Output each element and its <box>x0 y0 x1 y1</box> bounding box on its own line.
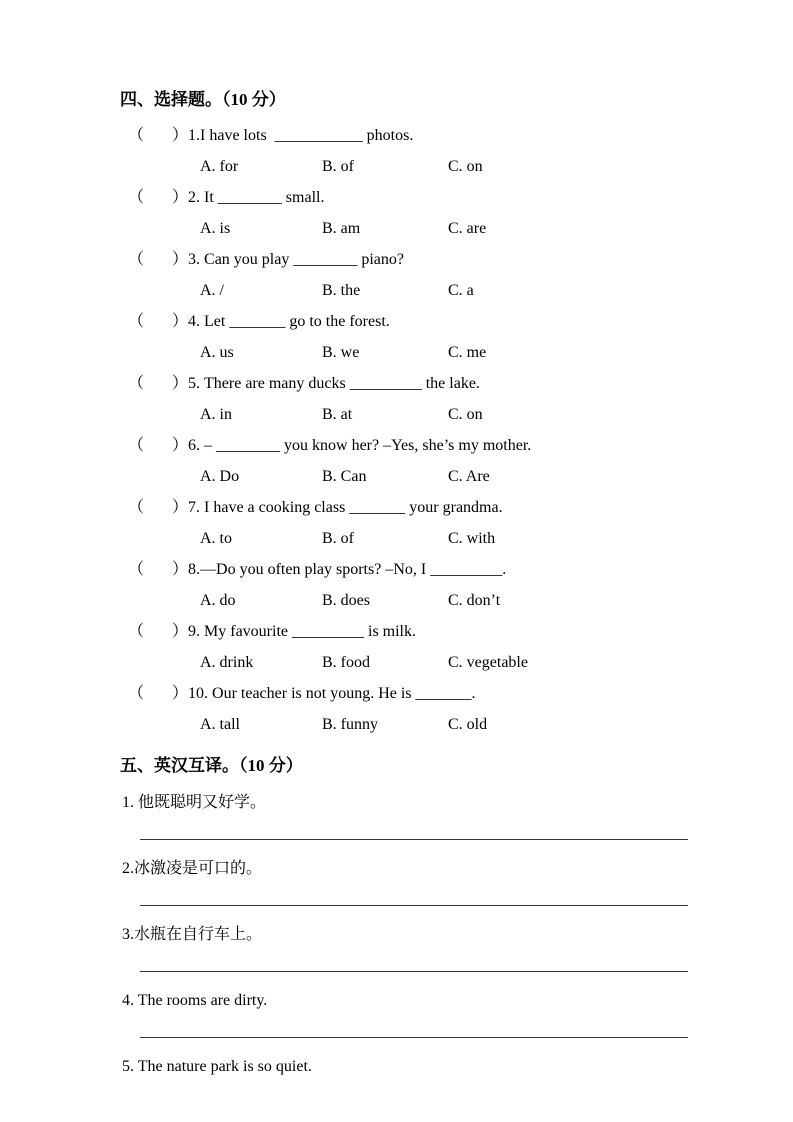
option-b: B. the <box>322 282 361 299</box>
option-b: B. at <box>322 406 353 423</box>
answer-bracket: （ ） <box>128 623 189 640</box>
question-text: 8.—Do you often play sports? –No, I _________. <box>188 561 507 578</box>
question-line <box>128 182 693 213</box>
answer-bracket: （ ） <box>128 127 189 144</box>
option-a: A. / <box>200 282 224 299</box>
mc-question-2 <box>120 182 693 244</box>
translation-item-1 <box>120 790 693 840</box>
option-a: A. to <box>200 530 232 547</box>
options-line <box>200 337 693 368</box>
option-a: A. do <box>200 592 236 609</box>
option-b: B. funny <box>322 716 378 733</box>
question-line <box>128 492 693 523</box>
answer-line <box>140 905 688 906</box>
question-text: 4. Let _______ go to the forest. <box>188 313 390 330</box>
option-c: C. are <box>448 220 487 237</box>
question-line <box>128 678 693 709</box>
answer-bracket: （ ） <box>128 189 189 206</box>
question-text: 3. Can you play ________ piano? <box>188 251 404 268</box>
translation-prompt: 4. The rooms are dirty. <box>122 992 268 1009</box>
question-text: 10. Our teacher is not young. He is _______. <box>188 685 476 702</box>
question-line <box>128 368 693 399</box>
options-line <box>200 213 693 244</box>
answer-line <box>140 971 688 972</box>
answer-line <box>140 1037 688 1038</box>
option-b: B. food <box>322 654 370 671</box>
question-text: 1.I have lots ___________ photos. <box>188 127 414 144</box>
translation-prompt: 3.水瓶在自行车上。 <box>122 926 263 943</box>
option-a: A. for <box>200 158 239 175</box>
question-text: 9. My favourite _________ is milk. <box>188 623 416 640</box>
mc-question-1 <box>120 120 693 182</box>
translation-item-5 <box>120 1054 693 1080</box>
translation-item-3 <box>120 922 693 972</box>
option-c: C. vegetable <box>448 654 528 671</box>
answer-bracket: （ ） <box>128 437 189 454</box>
options-line <box>200 523 693 554</box>
mc-question-7 <box>120 492 693 554</box>
option-c: C. me <box>448 344 487 361</box>
options-line <box>200 399 693 430</box>
question-line <box>128 554 693 585</box>
question-text: 5. There are many ducks _________ the lake. <box>188 375 480 392</box>
translation-item-4 <box>120 988 693 1038</box>
option-c: C. don’t <box>448 592 501 609</box>
option-a: A. tall <box>200 716 240 733</box>
answer-bracket: （ ） <box>128 375 189 392</box>
option-c: C. a <box>448 282 474 299</box>
translation-prompt: 2.冰激凌是可口的。 <box>122 860 263 877</box>
option-a: A. is <box>200 220 231 237</box>
option-a: A. drink <box>200 654 254 671</box>
question-line <box>128 120 693 151</box>
option-c: C. with <box>448 530 496 547</box>
mc-question-6 <box>120 430 693 492</box>
answer-bracket: （ ） <box>128 685 189 702</box>
answer-bracket: （ ） <box>128 313 189 330</box>
section-multiple-choice <box>120 88 693 740</box>
options-line <box>200 647 693 678</box>
question-text: 7. I have a cooking class _______ your grandma. <box>188 499 503 516</box>
multiple-choice-title: 四、选择题。（10 分） <box>120 90 286 109</box>
question-line <box>128 244 693 275</box>
question-text: 6. – ________ you know her? –Yes, she’s my mother. <box>188 437 532 454</box>
options-line <box>200 585 693 616</box>
option-b: B. am <box>322 220 361 237</box>
answer-bracket: （ ） <box>128 561 189 578</box>
question-line <box>128 430 693 461</box>
option-b: B. we <box>322 344 360 361</box>
translation-title: 五、英汉互译。（10 分） <box>120 756 303 775</box>
question-line <box>128 306 693 337</box>
option-b: B. Can <box>322 468 367 485</box>
translation-item-2 <box>120 856 693 906</box>
translation-prompt: 1. 他既聪明又好学。 <box>122 794 267 811</box>
question-text: 2. It ________ small. <box>188 189 325 206</box>
options-line <box>200 275 693 306</box>
option-a: A. Do <box>200 468 240 485</box>
option-c: C. on <box>448 406 483 423</box>
option-a: A. in <box>200 406 232 423</box>
answer-bracket: （ ） <box>128 499 189 516</box>
option-b: B. of <box>322 158 354 175</box>
option-b: B. does <box>322 592 370 609</box>
answer-bracket: （ ） <box>128 251 189 268</box>
options-line <box>200 461 693 492</box>
answer-line <box>140 839 688 840</box>
section-translation <box>120 754 693 1080</box>
mc-question-4 <box>120 306 693 368</box>
mc-question-8 <box>120 554 693 616</box>
option-c: C. old <box>448 716 488 733</box>
options-line <box>200 151 693 182</box>
option-c: C. on <box>448 158 483 175</box>
translation-prompt: 5. The nature park is so quiet. <box>122 1058 312 1075</box>
mc-question-9 <box>120 616 693 678</box>
option-c: C. Are <box>448 468 490 485</box>
options-line <box>200 709 693 740</box>
mc-question-10 <box>120 678 693 740</box>
mc-question-3 <box>120 244 693 306</box>
question-line <box>128 616 693 647</box>
mc-question-5 <box>120 368 693 430</box>
option-b: B. of <box>322 530 354 547</box>
option-a: A. us <box>200 344 234 361</box>
